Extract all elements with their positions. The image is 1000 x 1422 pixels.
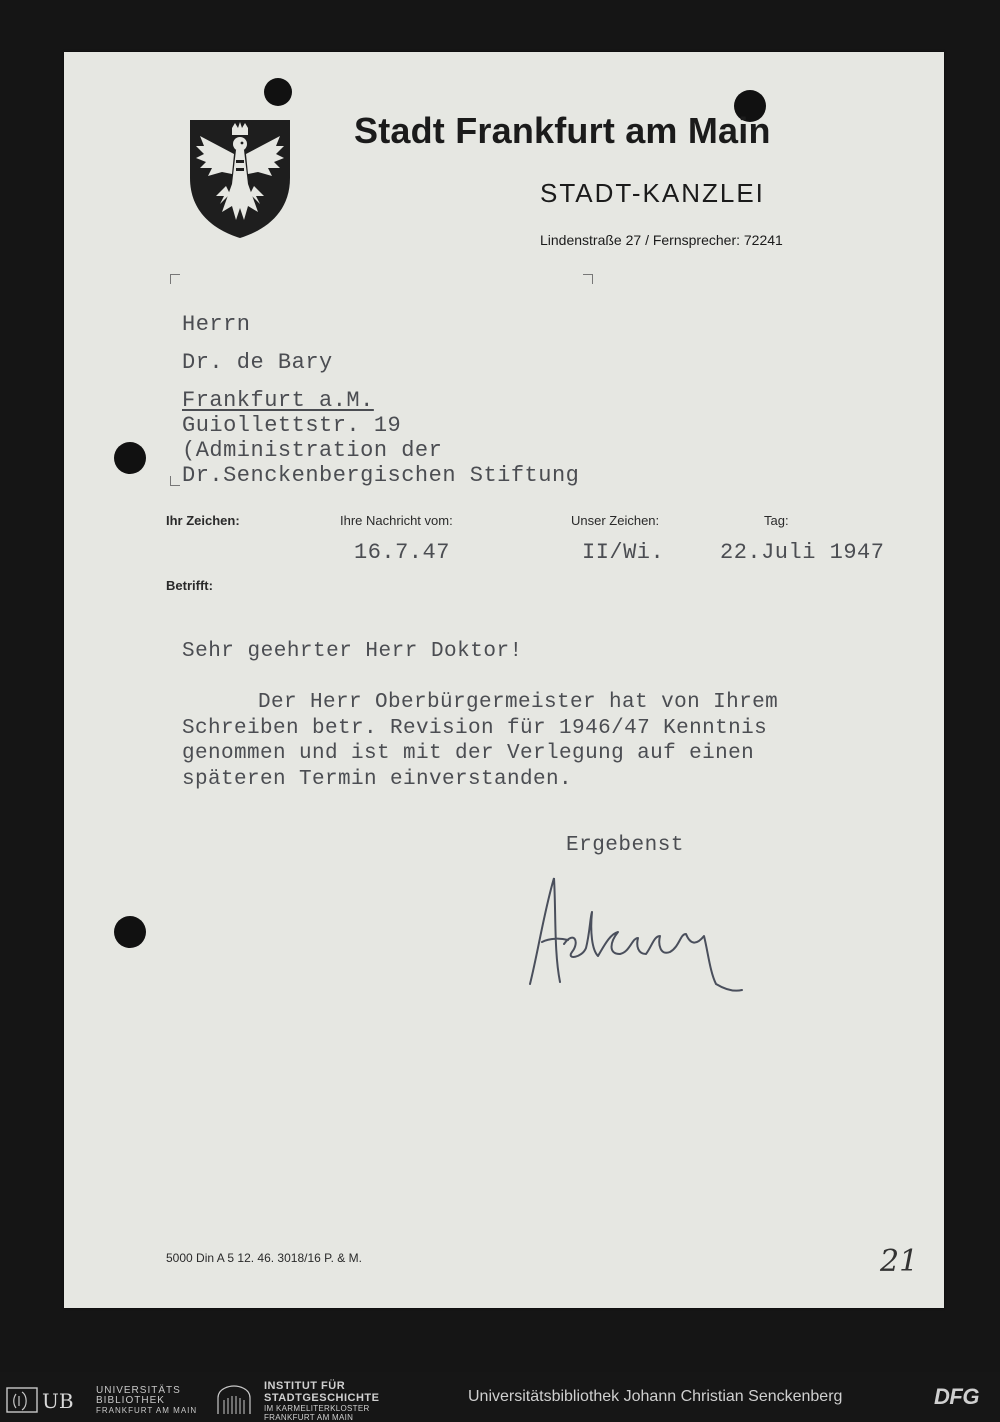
punch-hole-low-left	[114, 916, 146, 948]
address-corner-mark-bottom-left	[170, 476, 180, 486]
punch-hole-top-left	[264, 78, 292, 106]
ub-line: UNIVERSITÄTS	[96, 1385, 181, 1396]
betrifft-label: Betrifft:	[166, 578, 213, 593]
body-line: Schreiben betr. Revision für 1946/47 Kenntnis	[182, 716, 768, 740]
tag-label: Tag:	[764, 513, 789, 528]
punch-hole-mid-left	[114, 442, 146, 474]
isg-line: IM KARMELITERKLOSTER	[264, 1404, 370, 1413]
recipient-street: Guiollettstr. 19	[182, 413, 402, 438]
date-value: 22.Juli 1947	[720, 540, 885, 565]
letter-greeting: Sehr geehrter Herr Doktor!	[182, 640, 523, 663]
recipient-extra-line-2: Dr.Senckenbergischen Stiftung	[182, 463, 580, 488]
isg-arch-icon	[214, 1384, 254, 1416]
isg-line: STADTGESCHICHTE	[264, 1392, 380, 1404]
address-corner-mark-top-right	[583, 274, 593, 284]
ub-line: BIBLIOTHEK	[96, 1395, 165, 1406]
letterhead-address: Lindenstraße 27 / Fernsprecher: 72241	[540, 232, 783, 248]
ihre-nachricht-label: Ihre Nachricht vom:	[340, 513, 453, 528]
letter-body	[182, 690, 902, 792]
dfg-logo: DFG	[934, 1384, 979, 1409]
footer-library-name: Universitätsbibliothek Johann Christian Senckenberg	[468, 1388, 843, 1405]
city-crest-eagle-icon	[186, 116, 294, 240]
footer-bar	[0, 1372, 1000, 1422]
ub-line: FRANKFURT AM MAIN	[96, 1406, 198, 1415]
unser-zeichen-label: Unser Zeichen:	[571, 513, 660, 528]
ub-logo-icon	[6, 1386, 90, 1414]
letter-closing: Ergebenst	[566, 834, 684, 857]
letterhead-office: STADT-KANZLEI	[540, 178, 765, 208]
print-reference-line: 5000 Din A 5 12. 46. 3018/16 P. & M.	[166, 1251, 362, 1265]
isg-institution-name	[264, 1380, 379, 1422]
recipient-salutation: Herrn	[182, 312, 251, 337]
recipient-extra-line-1: (Administration der	[182, 438, 443, 463]
body-line: genommen und ist mit der Verlegung auf einen	[182, 742, 755, 765]
unser-zeichen-value: II/Wi.	[582, 540, 665, 565]
letter-sheet	[64, 52, 944, 1308]
body-line: späteren Termin einverstanden.	[182, 767, 573, 791]
recipient-city: Frankfurt a.M.	[182, 388, 374, 413]
recipient-name: Dr. de Bary	[182, 350, 333, 375]
address-corner-mark-top-left	[170, 274, 180, 284]
isg-line: INSTITUT FÜR	[264, 1380, 346, 1392]
ub-institution-name	[96, 1386, 197, 1416]
handwritten-signature	[520, 872, 750, 1002]
isg-line: FRANKFURT AM MAIN	[264, 1413, 354, 1422]
body-line: Der Herr Oberbürgermeister hat von Ihrem	[258, 691, 779, 714]
ihr-zeichen-label: Ihr Zeichen:	[166, 513, 240, 528]
letterhead-title: Stadt Frankfurt am Main	[354, 110, 771, 151]
page-number: 21	[880, 1244, 919, 1279]
ub-logo-text: UB	[42, 1389, 74, 1413]
ihre-nachricht-value: 16.7.47	[354, 540, 450, 565]
